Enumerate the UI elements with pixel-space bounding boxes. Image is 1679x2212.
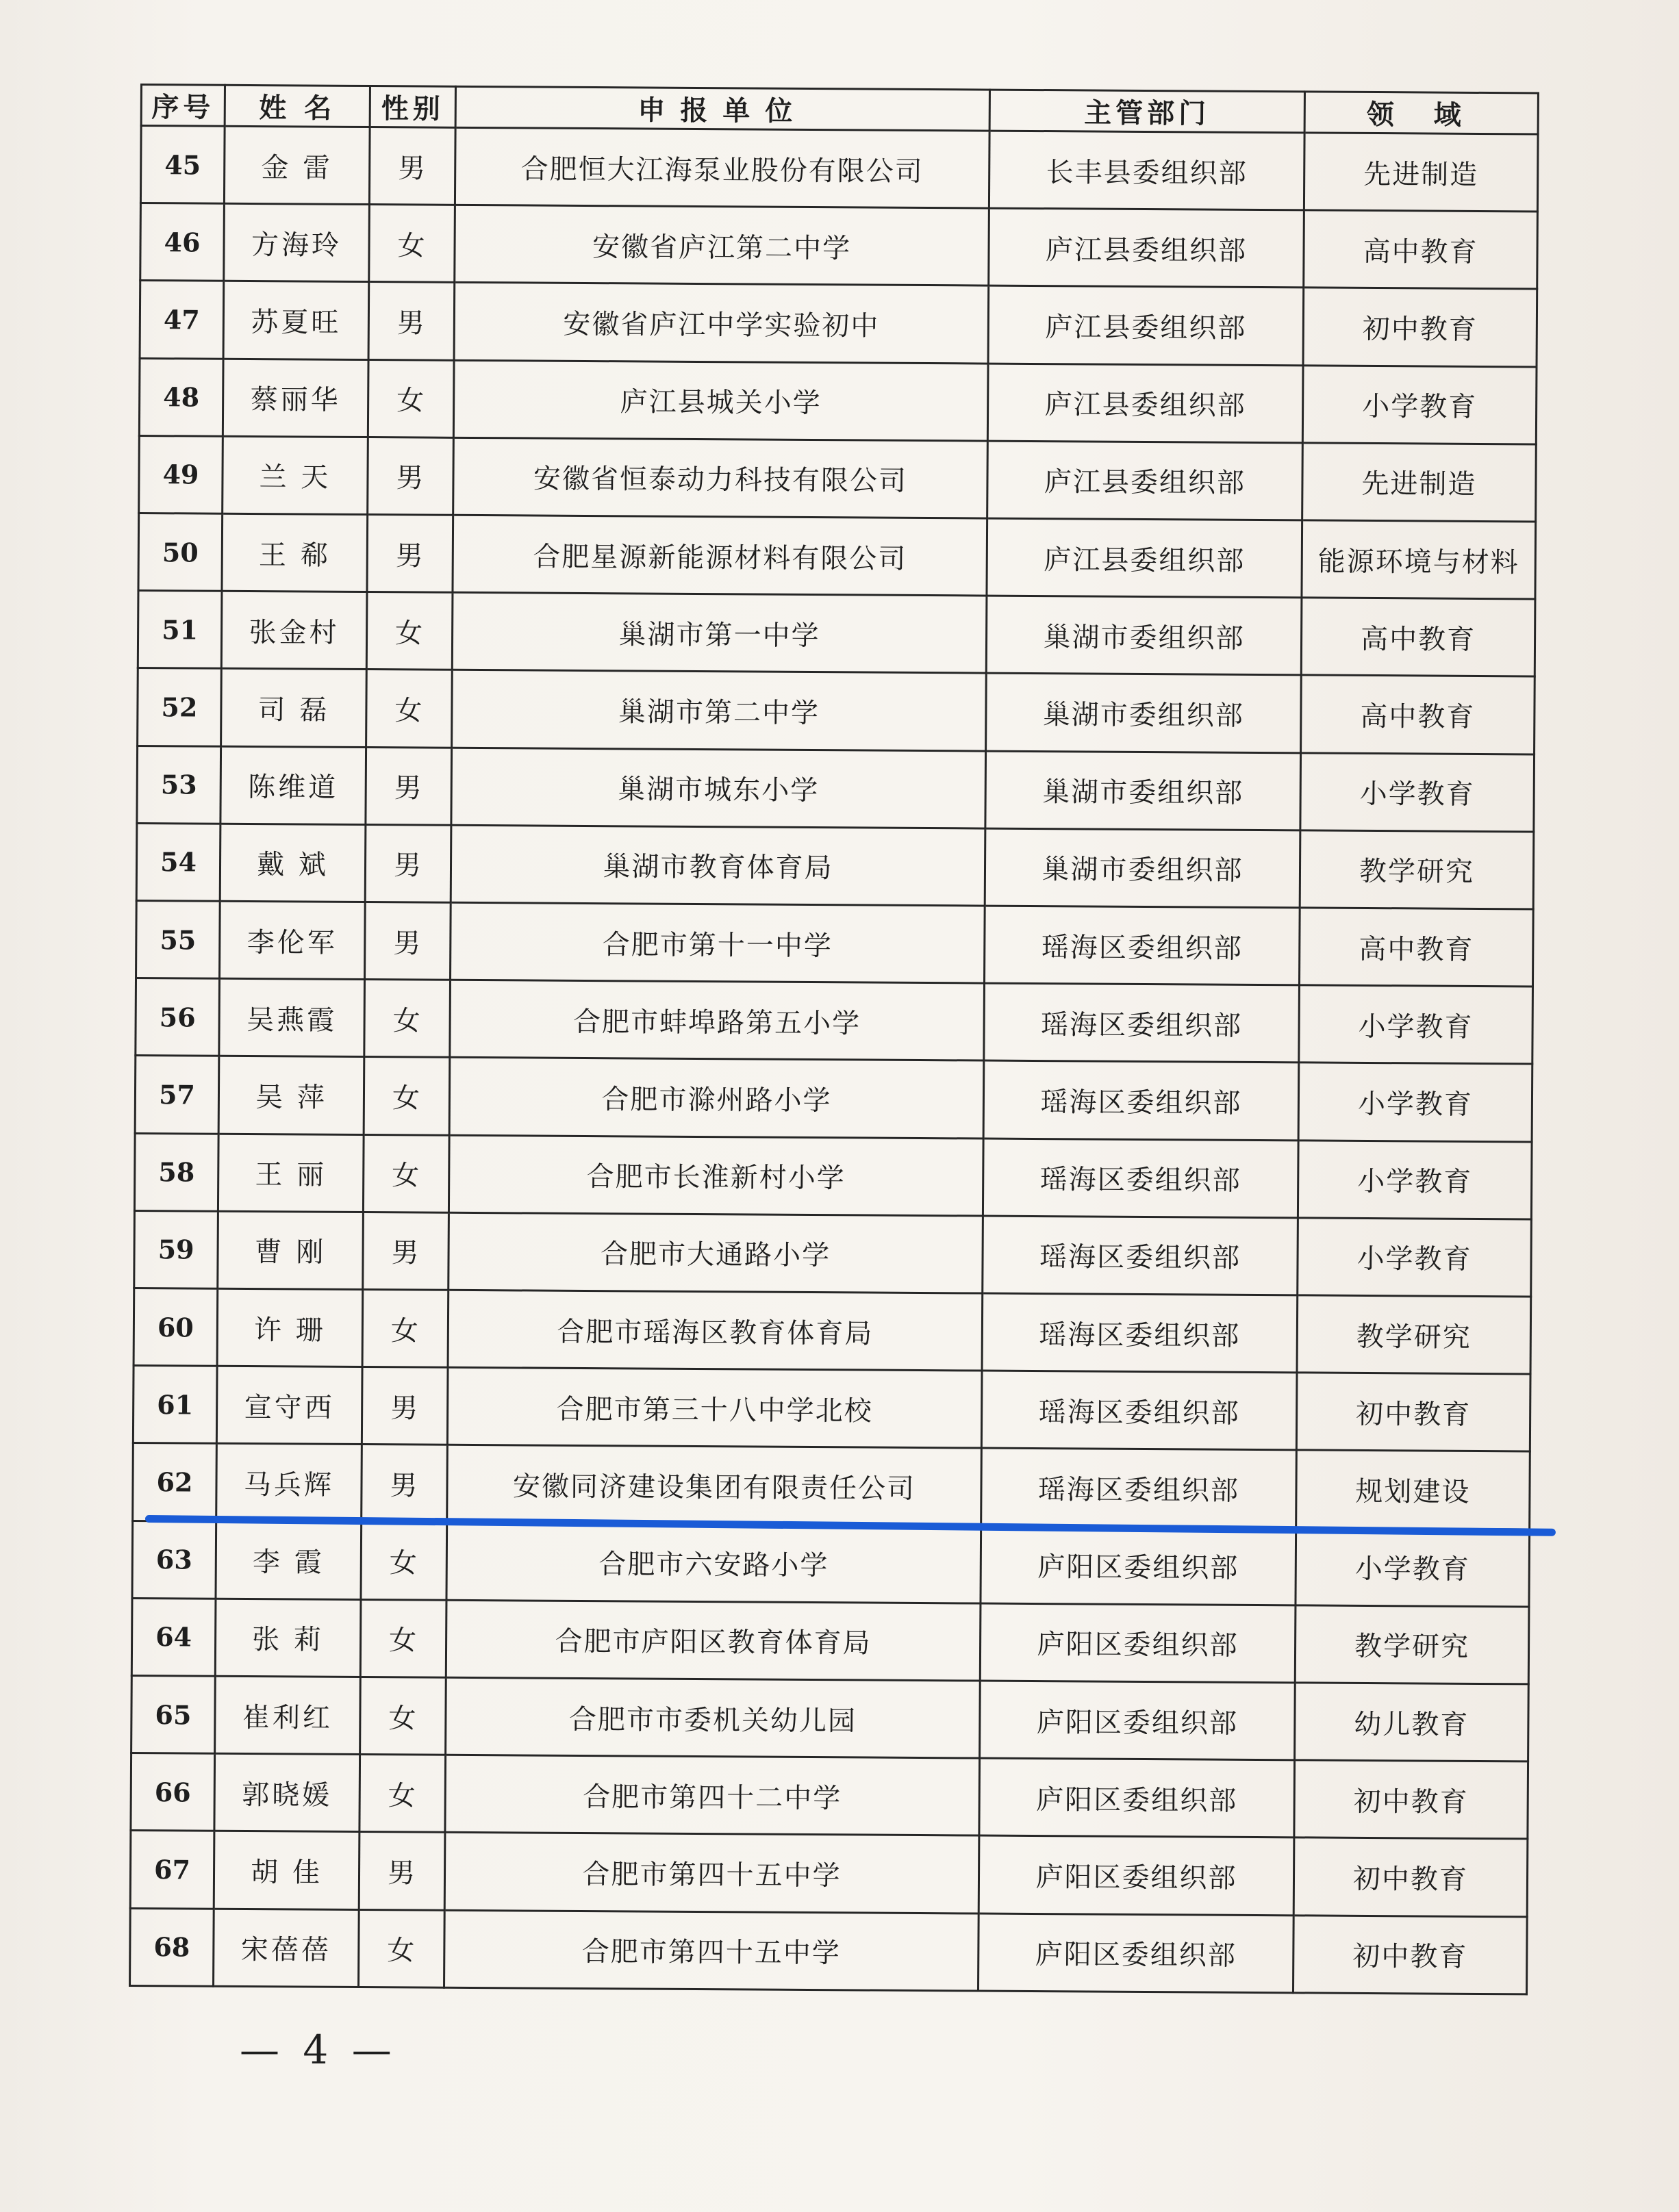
header-sex: 性别 bbox=[370, 86, 455, 128]
header-name: 姓 名 bbox=[225, 85, 370, 127]
row-field: 初中教育 bbox=[1294, 1760, 1528, 1839]
row-field: 初中教育 bbox=[1303, 288, 1537, 366]
row-name: 司 磊 bbox=[221, 669, 367, 747]
table-row bbox=[140, 281, 1537, 367]
row-name: 许 珊 bbox=[217, 1288, 363, 1366]
row-number: 67 bbox=[130, 1831, 214, 1909]
row-name: 张 莉 bbox=[215, 1599, 361, 1677]
row-number: 54 bbox=[136, 823, 220, 901]
row-dept: 庐阳区委组织部 bbox=[980, 1681, 1296, 1760]
table-row bbox=[139, 358, 1537, 444]
row-unit: 合肥市六安路小学 bbox=[446, 1523, 981, 1603]
row-field: 规划建设 bbox=[1296, 1450, 1530, 1529]
row-name: 宣守西 bbox=[216, 1366, 362, 1444]
row-dept: 瑶海区委组织部 bbox=[983, 1060, 1299, 1140]
row-number: 65 bbox=[131, 1676, 216, 1754]
row-number: 61 bbox=[133, 1366, 217, 1444]
row-number: 45 bbox=[140, 126, 225, 204]
row-dept: 庐阳区委组织部 bbox=[979, 1758, 1295, 1838]
row-sex: 男 bbox=[359, 1832, 445, 1910]
row-unit: 巢湖市第二中学 bbox=[452, 670, 987, 751]
row-number: 52 bbox=[138, 668, 222, 746]
row-sex: 女 bbox=[368, 359, 454, 437]
row-dept: 庐江县委组织部 bbox=[988, 285, 1304, 365]
table-row bbox=[136, 823, 1534, 909]
row-sex: 男 bbox=[365, 824, 451, 902]
row-field: 小学教育 bbox=[1298, 1140, 1532, 1219]
row-dept: 瑶海区委组织部 bbox=[984, 906, 1300, 985]
row-sex: 女 bbox=[364, 1057, 450, 1135]
row-name: 崔利红 bbox=[215, 1676, 361, 1754]
row-sex: 女 bbox=[369, 205, 455, 283]
row-sex: 女 bbox=[361, 1522, 447, 1600]
row-name: 戴 斌 bbox=[220, 824, 366, 902]
row-field: 小学教育 bbox=[1302, 365, 1537, 444]
row-field: 高中教育 bbox=[1301, 598, 1535, 676]
row-sex: 男 bbox=[363, 1212, 449, 1290]
table-row bbox=[133, 1443, 1530, 1529]
row-unit: 合肥恒大江海泵业股份有限公司 bbox=[455, 127, 989, 208]
row-unit: 合肥市大通路小学 bbox=[449, 1212, 983, 1293]
table-row bbox=[134, 1133, 1532, 1219]
row-number: 53 bbox=[137, 746, 221, 824]
row-number: 50 bbox=[138, 513, 223, 592]
row-unit: 庐江县城关小学 bbox=[453, 360, 988, 441]
row-dept: 庐江县委组织部 bbox=[987, 441, 1303, 520]
row-dept: 庐江县委组织部 bbox=[987, 518, 1302, 598]
header-unit: 申报单位 bbox=[455, 86, 989, 131]
row-field: 高中教育 bbox=[1301, 675, 1535, 754]
row-name: 王 丽 bbox=[218, 1134, 364, 1212]
table-row bbox=[138, 591, 1535, 677]
table-row bbox=[136, 901, 1534, 987]
row-field: 小学教育 bbox=[1299, 985, 1533, 1064]
row-field: 初中教育 bbox=[1293, 1838, 1528, 1916]
row-number: 48 bbox=[139, 358, 223, 436]
row-dept: 瑶海区委组织部 bbox=[983, 1139, 1298, 1218]
table-row bbox=[134, 1210, 1532, 1297]
row-sex: 男 bbox=[369, 127, 455, 205]
row-field: 初中教育 bbox=[1293, 1916, 1527, 1994]
row-number: 62 bbox=[133, 1443, 217, 1521]
row-unit: 安徽同济建设集团有限责任公司 bbox=[447, 1445, 982, 1526]
row-name: 吴燕霞 bbox=[219, 978, 365, 1056]
row-dept: 庐江县委组织部 bbox=[987, 364, 1303, 443]
table-row bbox=[140, 203, 1538, 290]
row-dept: 瑶海区委组织部 bbox=[983, 1216, 1298, 1295]
header-dept: 主管部门 bbox=[989, 90, 1304, 133]
row-dept: 瑶海区委组织部 bbox=[984, 983, 1300, 1063]
row-field: 小学教育 bbox=[1298, 1218, 1532, 1297]
row-dept: 庐阳区委组织部 bbox=[980, 1603, 1296, 1683]
row-field: 小学教育 bbox=[1300, 752, 1535, 831]
row-field: 先进制造 bbox=[1304, 133, 1538, 212]
header-field: 领 域 bbox=[1304, 92, 1538, 134]
row-sex: 女 bbox=[360, 1599, 446, 1677]
row-sex: 男 bbox=[368, 437, 454, 515]
table-row bbox=[131, 1598, 1529, 1684]
row-field: 小学教育 bbox=[1298, 1063, 1532, 1141]
row-name: 陈维道 bbox=[220, 746, 366, 824]
table-body bbox=[130, 126, 1539, 1994]
table-row bbox=[140, 126, 1538, 212]
header-no: 序号 bbox=[141, 85, 225, 127]
row-unit: 安徽省庐江第二中学 bbox=[455, 205, 989, 286]
row-sex: 男 bbox=[362, 1367, 448, 1445]
row-number: 56 bbox=[136, 978, 220, 1056]
row-name: 马兵辉 bbox=[216, 1444, 362, 1522]
table-row bbox=[138, 513, 1536, 600]
row-name: 曹 刚 bbox=[218, 1211, 364, 1289]
row-number: 60 bbox=[134, 1288, 218, 1366]
row-sex: 男 bbox=[368, 282, 455, 360]
roster-table bbox=[129, 84, 1539, 1995]
row-dept: 瑶海区委组织部 bbox=[982, 1293, 1298, 1373]
row-number: 68 bbox=[130, 1908, 214, 1986]
row-field: 能源环境与材料 bbox=[1302, 520, 1536, 599]
row-number: 59 bbox=[134, 1210, 218, 1288]
row-name: 蔡丽华 bbox=[223, 359, 368, 437]
row-name: 吴 萍 bbox=[218, 1056, 364, 1134]
row-field: 高中教育 bbox=[1304, 210, 1538, 289]
row-dept: 巢湖市委组织部 bbox=[985, 751, 1301, 830]
row-sex: 女 bbox=[366, 670, 453, 748]
row-name: 宋蓓蓓 bbox=[214, 1909, 359, 1987]
row-name: 兰 天 bbox=[223, 436, 368, 514]
row-dept: 庐阳区委组织部 bbox=[979, 1914, 1294, 1993]
row-name: 胡 佳 bbox=[214, 1831, 359, 1909]
table-row bbox=[137, 746, 1535, 832]
row-sex: 女 bbox=[360, 1677, 446, 1755]
row-sex: 女 bbox=[359, 1909, 445, 1987]
row-name: 李 霞 bbox=[216, 1521, 362, 1599]
row-sex: 男 bbox=[366, 747, 452, 825]
table-row bbox=[134, 1288, 1531, 1375]
row-unit: 合肥市滁州路小学 bbox=[449, 1058, 984, 1139]
row-unit: 合肥市庐阳区教育体育局 bbox=[446, 1600, 981, 1681]
row-unit: 合肥市长淮新村小学 bbox=[449, 1135, 983, 1216]
row-unit: 巢湖市城东小学 bbox=[451, 748, 986, 828]
row-name: 王 郗 bbox=[222, 513, 368, 592]
row-number: 57 bbox=[135, 1056, 219, 1134]
row-dept: 瑶海区委组织部 bbox=[981, 1371, 1297, 1450]
table-row bbox=[138, 668, 1535, 754]
row-unit: 合肥星源新能源材料有限公司 bbox=[453, 515, 987, 596]
row-sex: 女 bbox=[364, 980, 451, 1058]
row-number: 66 bbox=[131, 1753, 215, 1831]
table-row bbox=[136, 978, 1533, 1065]
table-row bbox=[133, 1366, 1530, 1452]
row-dept: 庐江县委组织部 bbox=[989, 208, 1304, 288]
row-field: 初中教育 bbox=[1296, 1373, 1530, 1451]
row-name: 苏夏旺 bbox=[223, 281, 369, 359]
row-unit: 合肥市市委机关幼儿园 bbox=[446, 1677, 981, 1758]
row-sex: 女 bbox=[363, 1134, 449, 1212]
row-dept: 巢湖市委组织部 bbox=[985, 828, 1300, 908]
row-name: 李伦军 bbox=[220, 901, 366, 979]
table-row bbox=[131, 1753, 1528, 1840]
row-dept: 长丰县委组织部 bbox=[989, 131, 1304, 210]
row-unit: 合肥市瑶海区教育体育局 bbox=[448, 1290, 983, 1371]
table-row bbox=[139, 435, 1537, 522]
row-number: 55 bbox=[136, 901, 220, 979]
row-field: 小学教育 bbox=[1296, 1528, 1530, 1607]
row-field: 教学研究 bbox=[1300, 830, 1534, 909]
row-number: 49 bbox=[139, 435, 223, 513]
row-field: 教学研究 bbox=[1297, 1295, 1531, 1374]
row-field: 高中教育 bbox=[1299, 908, 1533, 987]
row-name: 金 雷 bbox=[224, 126, 370, 204]
row-name: 方海玲 bbox=[224, 203, 370, 281]
row-field: 教学研究 bbox=[1295, 1605, 1529, 1684]
row-number: 58 bbox=[134, 1133, 218, 1211]
row-unit: 合肥市第十一中学 bbox=[451, 902, 985, 983]
row-dept: 瑶海区委组织部 bbox=[981, 1448, 1297, 1527]
page-number: — 4 — bbox=[240, 2026, 397, 2073]
row-unit: 巢湖市教育体育局 bbox=[451, 825, 985, 906]
row-sex: 女 bbox=[359, 1755, 446, 1833]
table-row bbox=[130, 1831, 1528, 1917]
row-dept: 庐阳区委组织部 bbox=[979, 1835, 1294, 1915]
row-field: 幼儿教育 bbox=[1295, 1683, 1529, 1762]
row-number: 63 bbox=[132, 1521, 216, 1599]
table-row bbox=[135, 1056, 1532, 1142]
row-sex: 女 bbox=[362, 1290, 449, 1368]
row-name: 郭晓媛 bbox=[214, 1753, 360, 1831]
row-number: 46 bbox=[140, 203, 225, 281]
row-unit: 安徽省庐江中学实验初中 bbox=[454, 283, 989, 364]
row-sex: 女 bbox=[366, 592, 453, 670]
row-name: 张金村 bbox=[221, 591, 367, 669]
table-row bbox=[131, 1676, 1529, 1762]
row-dept: 巢湖市委组织部 bbox=[986, 673, 1302, 752]
row-unit: 合肥市第四十五中学 bbox=[444, 1833, 979, 1914]
row-unit: 巢湖市第一中学 bbox=[452, 593, 987, 674]
row-sex: 男 bbox=[362, 1445, 448, 1523]
row-unit: 合肥市第四十五中学 bbox=[444, 1910, 979, 1991]
row-unit: 安徽省恒泰动力科技有限公司 bbox=[453, 437, 988, 518]
row-number: 64 bbox=[131, 1598, 216, 1676]
row-unit: 合肥市第三十八中学北校 bbox=[447, 1368, 982, 1449]
row-field: 先进制造 bbox=[1302, 443, 1537, 522]
row-dept: 巢湖市委组织部 bbox=[986, 596, 1302, 675]
row-number: 51 bbox=[138, 591, 222, 669]
row-sex: 男 bbox=[365, 902, 451, 980]
row-sex: 男 bbox=[367, 515, 453, 593]
row-unit: 合肥市第四十二中学 bbox=[445, 1755, 980, 1836]
table-row bbox=[130, 1908, 1528, 1994]
row-number: 47 bbox=[140, 281, 224, 359]
row-unit: 合肥市蚌埠路第五小学 bbox=[450, 980, 985, 1061]
row-dept: 庐阳区委组织部 bbox=[981, 1526, 1296, 1605]
